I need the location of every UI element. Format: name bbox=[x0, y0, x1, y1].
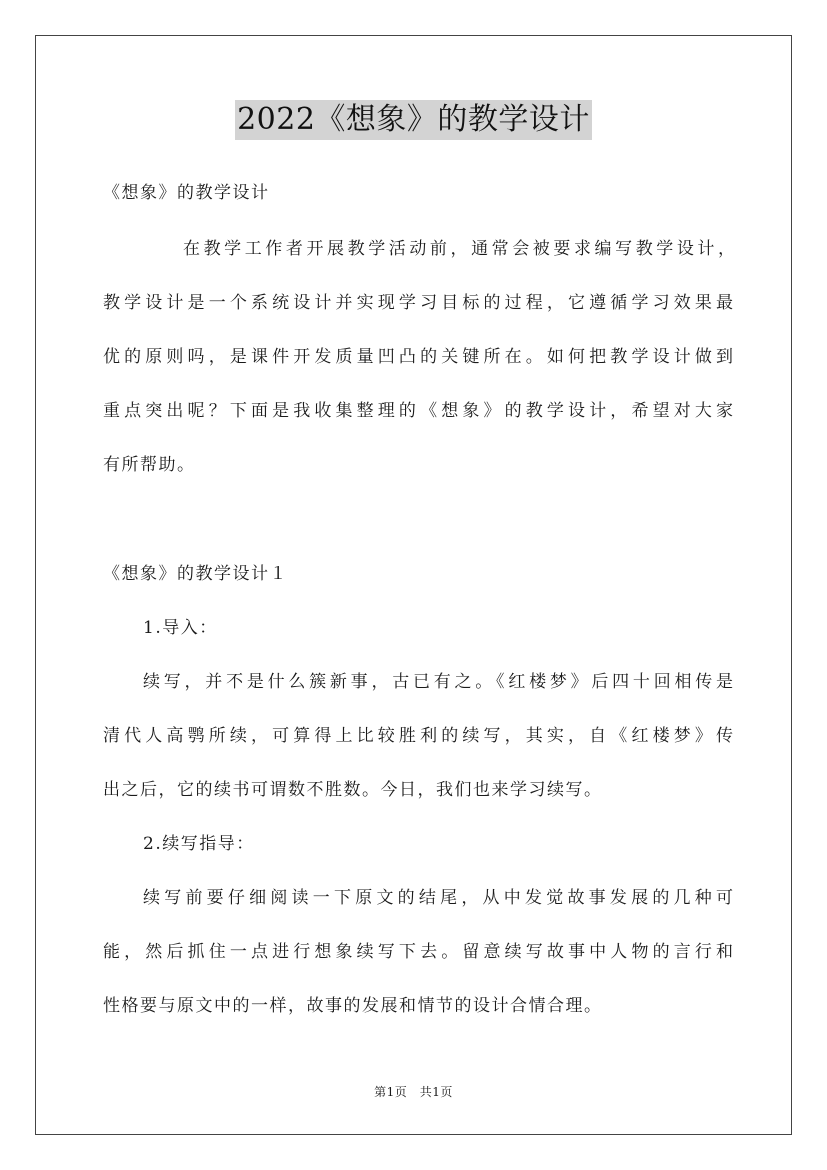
document-title: 2022《想象》的教学设计 bbox=[235, 100, 592, 140]
step1-line-3: 出之后，它的续书可谓数不胜数。今日，我们也来学习续写。 bbox=[103, 780, 603, 800]
step1-line-2: 清代人高鹗所续，可算得上比较胜利的续写，其实，自《红楼梦》传 bbox=[103, 726, 733, 746]
step2-line-2: 能，然后抓住一点进行想象续写下去。留意续写故事中人物的言行和 bbox=[103, 942, 733, 962]
step1-line-1: 续写，并不是什么簇新事，古已有之。《红楼梦》后四十回相传是 bbox=[143, 672, 733, 692]
step2-line-3: 性格要与原文中的一样，故事的发展和情节的设计合情合理。 bbox=[103, 996, 603, 1016]
page-number: 第1页 共1页 bbox=[374, 1085, 453, 1099]
step2-line-1: 续写前要仔细阅读一下原文的结尾，从中发觉故事发展的几种可 bbox=[143, 888, 733, 908]
section-heading: 《想象》的教学设计１ bbox=[103, 564, 288, 584]
intro-line-5: 有所帮助。 bbox=[103, 455, 196, 475]
intro-line-1: 在教学工作者开展教学活动前，通常会被要求编写教学设计， bbox=[183, 239, 735, 259]
intro-line-4: 重点突出呢？下面是我收集整理的《想象》的教学设计，希望对大家 bbox=[103, 401, 733, 421]
page-footer bbox=[0, 1084, 827, 1100]
intro-line-3: 优的原则吗，是课件开发质量凹凸的关键所在。如何把教学设计做到 bbox=[103, 347, 733, 367]
title-container bbox=[0, 100, 827, 140]
intro-line-2: 教学设计是一个系统设计并实现学习目标的过程，它遵循学习效果最 bbox=[103, 293, 733, 313]
document-subtitle: 《想象》的教学设计 bbox=[103, 183, 270, 203]
step1-heading: 1.导入： bbox=[143, 618, 218, 638]
step2-heading: 2.续写指导： bbox=[143, 834, 255, 854]
